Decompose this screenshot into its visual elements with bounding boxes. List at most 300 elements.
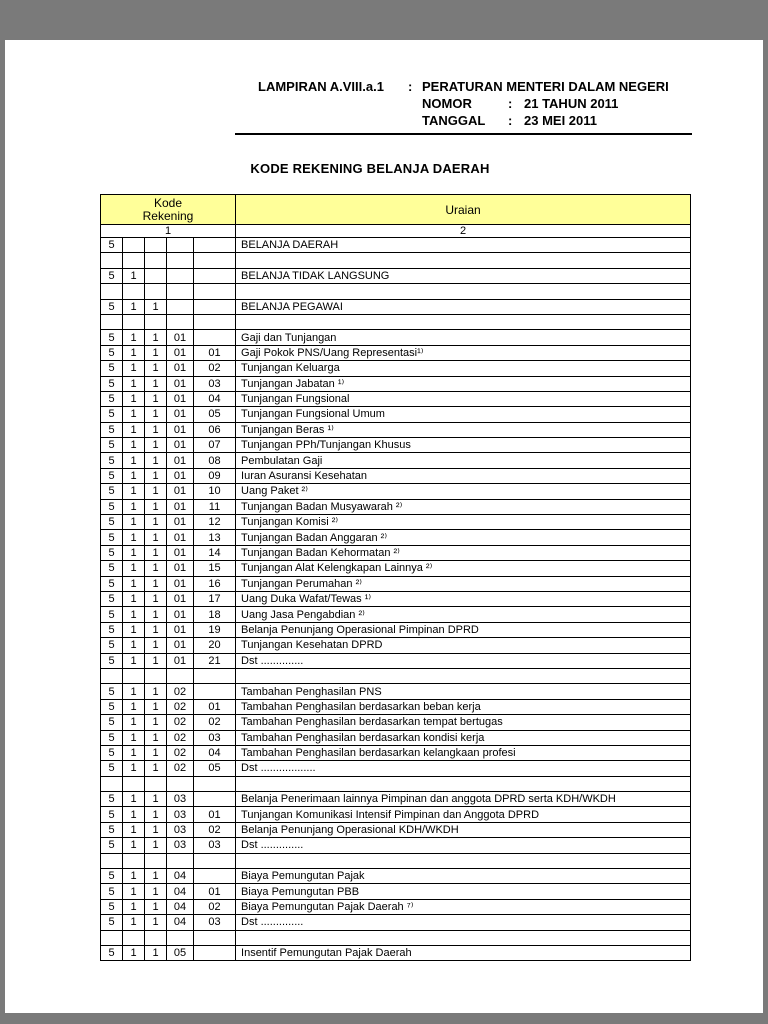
code-cell	[101, 284, 123, 299]
code-cell	[194, 776, 236, 791]
code-cell: 1	[123, 699, 145, 714]
document-title: KODE REKENING BELANJA DAERAH	[250, 161, 490, 176]
code-cell: 1	[123, 715, 145, 730]
code-cell: 01	[167, 453, 194, 468]
code-cell	[194, 668, 236, 683]
uraian-cell: Tunjangan Fungsional	[236, 391, 691, 406]
code-cell	[167, 776, 194, 791]
code-cell: 1	[145, 622, 167, 637]
code-cell: 1	[123, 330, 145, 345]
code-cell: 5	[101, 545, 123, 560]
code-cell: 1	[145, 468, 167, 483]
code-cell	[194, 930, 236, 945]
code-cell: 1	[145, 391, 167, 406]
uraian-cell: Gaji Pokok PNS/Uang Representasi¹⁾	[236, 345, 691, 360]
code-cell: 01	[167, 515, 194, 530]
code-cell: 1	[123, 591, 145, 606]
code-cell	[123, 776, 145, 791]
uraian-cell: Tunjangan Beras ¹⁾	[236, 422, 691, 437]
code-cell: 1	[145, 761, 167, 776]
table-row	[101, 638, 691, 653]
code-cell: 01	[167, 422, 194, 437]
uraian-cell: Belanja Penunjang Operasional KDH/WKDH	[236, 822, 691, 837]
table-row	[101, 530, 691, 545]
code-cell: 5	[101, 484, 123, 499]
table-row	[101, 515, 691, 530]
document-page	[5, 40, 763, 1013]
code-cell: 1	[123, 899, 145, 914]
code-cell: 5	[101, 638, 123, 653]
code-cell: 1	[123, 422, 145, 437]
uraian-cell	[236, 314, 691, 329]
uraian-cell: Tunjangan Fungsional Umum	[236, 407, 691, 422]
uraian-cell: Tambahan Penghasilan berdasarkan beban kerja	[236, 699, 691, 714]
code-cell: 1	[123, 545, 145, 560]
table-row	[101, 653, 691, 668]
code-cell	[101, 314, 123, 329]
code-cell: 04	[167, 899, 194, 914]
code-cell: 03	[167, 838, 194, 853]
code-cell: 1	[123, 761, 145, 776]
uraian-cell: BELANJA PEGAWAI	[236, 299, 691, 314]
code-cell: 5	[101, 376, 123, 391]
code-cell	[194, 869, 236, 884]
table-row	[101, 453, 691, 468]
code-cell: 09	[194, 468, 236, 483]
code-cell: 1	[123, 684, 145, 699]
uraian-cell: Uang Paket ²⁾	[236, 484, 691, 499]
code-cell: 1	[123, 838, 145, 853]
code-cell	[194, 299, 236, 314]
code-cell: 03	[194, 915, 236, 930]
code-cell: 1	[123, 345, 145, 360]
code-cell: 11	[194, 499, 236, 514]
code-cell: 1	[145, 638, 167, 653]
code-cell: 1	[123, 638, 145, 653]
code-cell: 5	[101, 361, 123, 376]
table-row	[101, 930, 691, 945]
uraian-cell: Tunjangan Komunikasi Intensif Pimpinan dan Anggota DPRD	[236, 807, 691, 822]
code-cell: 1	[145, 545, 167, 560]
code-cell: 03	[167, 822, 194, 837]
table-header-row	[101, 195, 691, 225]
table-header-uraian: Uraian	[236, 195, 691, 225]
nomor-label: NOMOR	[422, 96, 472, 111]
uraian-cell	[236, 776, 691, 791]
table-row	[101, 838, 691, 853]
code-cell: 02	[167, 684, 194, 699]
table-row	[101, 745, 691, 760]
code-cell: 1	[145, 591, 167, 606]
code-cell	[167, 299, 194, 314]
code-cell: 1	[123, 653, 145, 668]
code-cell: 1	[123, 730, 145, 745]
code-cell	[145, 238, 167, 253]
code-cell: 1	[145, 561, 167, 576]
uraian-cell	[236, 668, 691, 683]
code-cell: 1	[123, 361, 145, 376]
code-cell: 5	[101, 761, 123, 776]
code-cell: 05	[194, 761, 236, 776]
table-header	[101, 195, 691, 238]
code-cell: 5	[101, 807, 123, 822]
code-cell: 1	[145, 330, 167, 345]
code-cell	[123, 853, 145, 868]
code-cell: 1	[145, 822, 167, 837]
code-cell	[194, 284, 236, 299]
code-cell: 1	[145, 376, 167, 391]
code-cell: 5	[101, 468, 123, 483]
code-cell: 5	[101, 268, 123, 283]
code-cell: 20	[194, 638, 236, 653]
tanggal-value: 23 MEI 2011	[524, 113, 597, 128]
code-cell	[167, 253, 194, 268]
code-cell: 1	[123, 515, 145, 530]
uraian-cell: Dst ..............	[236, 653, 691, 668]
code-cell: 02	[194, 822, 236, 837]
table-row	[101, 715, 691, 730]
uraian-cell: Uang Jasa Pengabdian ²⁾	[236, 607, 691, 622]
lampiran-header	[258, 78, 763, 129]
code-cell: 1	[145, 945, 167, 960]
uraian-cell: Tunjangan Badan Anggaran ²⁾	[236, 530, 691, 545]
table-row	[101, 314, 691, 329]
table-row	[101, 899, 691, 914]
table-row	[101, 807, 691, 822]
nomor-value: 21 TAHUN 2011	[524, 96, 619, 111]
code-cell	[194, 253, 236, 268]
table-row	[101, 391, 691, 406]
uraian-cell: Tunjangan Kesehatan DPRD	[236, 638, 691, 653]
code-cell: 02	[167, 745, 194, 760]
table-row	[101, 345, 691, 360]
code-cell: 5	[101, 884, 123, 899]
table-row	[101, 945, 691, 960]
code-cell: 01	[167, 622, 194, 637]
code-cell	[167, 853, 194, 868]
table-row	[101, 376, 691, 391]
table-row	[101, 499, 691, 514]
code-cell: 01	[167, 499, 194, 514]
code-cell: 5	[101, 715, 123, 730]
code-cell: 5	[101, 391, 123, 406]
code-cell: 19	[194, 622, 236, 637]
code-cell: 1	[123, 468, 145, 483]
uraian-cell: Insentif Pemungutan Pajak Daerah	[236, 945, 691, 960]
code-cell: 1	[123, 268, 145, 283]
code-cell: 1	[123, 822, 145, 837]
code-cell: 1	[123, 453, 145, 468]
code-cell	[145, 253, 167, 268]
table-row	[101, 822, 691, 837]
code-cell: 1	[145, 792, 167, 807]
code-cell: 1	[123, 869, 145, 884]
code-cell: 5	[101, 576, 123, 591]
table-row	[101, 422, 691, 437]
code-cell	[123, 668, 145, 683]
code-cell	[145, 853, 167, 868]
code-cell: 1	[145, 499, 167, 514]
table-row	[101, 761, 691, 776]
table-row	[101, 407, 691, 422]
code-cell: 04	[194, 391, 236, 406]
code-cell: 5	[101, 438, 123, 453]
code-cell: 01	[167, 638, 194, 653]
code-cell: 16	[194, 576, 236, 591]
uraian-cell: Tunjangan Badan Kehormatan ²⁾	[236, 545, 691, 560]
code-cell: 5	[101, 607, 123, 622]
code-cell: 1	[145, 407, 167, 422]
code-cell: 01	[167, 545, 194, 560]
code-cell: 05	[167, 945, 194, 960]
table-row	[101, 284, 691, 299]
code-cell: 01	[167, 576, 194, 591]
code-cell	[167, 268, 194, 283]
code-cell: 01	[167, 561, 194, 576]
code-cell	[101, 776, 123, 791]
table-row	[101, 484, 691, 499]
code-cell: 1	[123, 299, 145, 314]
lampiran-colon: :	[408, 79, 413, 94]
table-row	[101, 607, 691, 622]
code-cell: 5	[101, 499, 123, 514]
code-cell: 5	[101, 622, 123, 637]
code-cell	[145, 668, 167, 683]
code-cell	[167, 668, 194, 683]
code-cell: 1	[145, 884, 167, 899]
code-cell: 1	[145, 422, 167, 437]
tanggal-label: TANGGAL	[422, 113, 486, 128]
code-cell: 1	[123, 915, 145, 930]
code-cell: 04	[167, 884, 194, 899]
uraian-cell	[236, 284, 691, 299]
code-cell: 02	[194, 715, 236, 730]
table-index-kode: 1	[101, 225, 236, 238]
uraian-cell: Tambahan Penghasilan berdasarkan tempat bertugas	[236, 715, 691, 730]
code-cell: 01	[167, 376, 194, 391]
code-cell	[194, 684, 236, 699]
code-cell: 07	[194, 438, 236, 453]
code-cell: 1	[145, 299, 167, 314]
code-cell	[101, 253, 123, 268]
uraian-cell: Tambahan Penghasilan berdasarkan kondisi kerja	[236, 730, 691, 745]
code-cell: 1	[123, 807, 145, 822]
code-cell: 5	[101, 699, 123, 714]
code-cell	[194, 238, 236, 253]
table-row	[101, 238, 691, 253]
code-cell: 1	[123, 945, 145, 960]
code-cell: 5	[101, 299, 123, 314]
code-cell: 1	[123, 499, 145, 514]
code-cell	[123, 930, 145, 945]
code-cell: 1	[145, 453, 167, 468]
table-row	[101, 622, 691, 637]
code-cell: 1	[145, 807, 167, 822]
code-cell	[101, 668, 123, 683]
table-row	[101, 299, 691, 314]
code-cell: 01	[167, 468, 194, 483]
uraian-cell: Belanja Penerimaan lainnya Pimpinan dan anggota DPRD serta KDH/WKDH	[236, 792, 691, 807]
code-cell: 01	[194, 345, 236, 360]
kode-rekening-label: Kode Rekening	[142, 195, 194, 223]
code-cell: 5	[101, 684, 123, 699]
code-cell	[145, 284, 167, 299]
code-cell: 1	[145, 745, 167, 760]
uraian-cell: Gaji dan Tunjangan	[236, 330, 691, 345]
code-cell: 01	[167, 530, 194, 545]
code-cell: 5	[101, 422, 123, 437]
code-cell: 01	[167, 391, 194, 406]
code-cell	[194, 945, 236, 960]
uraian-cell: BELANJA TIDAK LANGSUNG	[236, 268, 691, 283]
uraian-cell: Tunjangan PPh/Tunjangan Khusus	[236, 438, 691, 453]
code-cell: 5	[101, 561, 123, 576]
code-cell	[167, 284, 194, 299]
code-cell: 1	[145, 715, 167, 730]
code-cell: 01	[167, 591, 194, 606]
code-cell: 5	[101, 899, 123, 914]
code-cell: 05	[194, 407, 236, 422]
table-row	[101, 915, 691, 930]
table-row	[101, 545, 691, 560]
table-row	[101, 776, 691, 791]
table-row	[101, 730, 691, 745]
code-cell: 1	[123, 530, 145, 545]
table-row	[101, 684, 691, 699]
code-cell: 1	[145, 530, 167, 545]
code-cell	[123, 253, 145, 268]
uraian-cell: Tunjangan Badan Musyawarah ²⁾	[236, 499, 691, 514]
code-cell: 5	[101, 915, 123, 930]
code-cell: 1	[145, 699, 167, 714]
code-cell: 03	[167, 807, 194, 822]
code-cell: 02	[167, 699, 194, 714]
code-cell	[194, 792, 236, 807]
code-cell: 02	[167, 730, 194, 745]
uraian-cell: Pembulatan Gaji	[236, 453, 691, 468]
code-cell: 04	[194, 745, 236, 760]
table-row	[101, 853, 691, 868]
uraian-cell	[236, 930, 691, 945]
uraian-cell: Dst ..............	[236, 915, 691, 930]
table-row	[101, 668, 691, 683]
code-cell: 01	[167, 607, 194, 622]
table-row	[101, 699, 691, 714]
code-cell: 01	[167, 345, 194, 360]
code-cell: 1	[145, 515, 167, 530]
code-cell: 5	[101, 530, 123, 545]
uraian-cell: Tunjangan Alat Kelengkapan Lainnya ²⁾	[236, 561, 691, 576]
table-row	[101, 792, 691, 807]
code-cell: 1	[123, 745, 145, 760]
code-cell: 04	[167, 915, 194, 930]
code-cell: 03	[194, 730, 236, 745]
code-cell: 1	[145, 484, 167, 499]
code-cell: 1	[145, 438, 167, 453]
code-cell	[123, 238, 145, 253]
code-cell: 01	[167, 407, 194, 422]
uraian-cell: Dst ..............	[236, 838, 691, 853]
code-cell: 01	[167, 438, 194, 453]
code-cell: 04	[167, 869, 194, 884]
code-cell: 1	[123, 484, 145, 499]
code-cell: 08	[194, 453, 236, 468]
code-cell: 1	[123, 407, 145, 422]
code-cell: 5	[101, 407, 123, 422]
uraian-cell: Tunjangan Komisi ²⁾	[236, 515, 691, 530]
code-cell: 1	[145, 653, 167, 668]
table-row	[101, 561, 691, 576]
code-cell	[123, 284, 145, 299]
uraian-cell: Iuran Asuransi Kesehatan	[236, 468, 691, 483]
table-index-uraian: 2	[236, 225, 691, 238]
table-row	[101, 438, 691, 453]
code-cell	[194, 268, 236, 283]
code-cell: 06	[194, 422, 236, 437]
table-row	[101, 330, 691, 345]
code-cell: 1	[145, 899, 167, 914]
code-cell: 1	[123, 576, 145, 591]
code-cell	[145, 268, 167, 283]
kode-rekening-table	[100, 194, 691, 961]
code-cell: 1	[123, 607, 145, 622]
code-cell: 01	[167, 361, 194, 376]
code-cell: 1	[123, 561, 145, 576]
code-cell: 14	[194, 545, 236, 560]
code-cell	[101, 853, 123, 868]
uraian-cell: Biaya Pemungutan PBB	[236, 884, 691, 899]
code-cell	[145, 930, 167, 945]
uraian-cell: Tunjangan Jabatan ¹⁾	[236, 376, 691, 391]
code-cell: 1	[145, 869, 167, 884]
code-cell	[123, 314, 145, 329]
code-cell: 02	[167, 715, 194, 730]
uraian-cell: Tunjangan Perumahan ²⁾	[236, 576, 691, 591]
code-cell: 1	[145, 915, 167, 930]
code-cell: 5	[101, 730, 123, 745]
table-row	[101, 869, 691, 884]
code-cell: 5	[101, 345, 123, 360]
table-header-kode-rekening	[101, 195, 236, 225]
code-cell: 1	[145, 838, 167, 853]
table-row	[101, 576, 691, 591]
header-separator-line	[235, 133, 692, 135]
code-cell: 02	[167, 761, 194, 776]
code-cell	[167, 238, 194, 253]
code-cell: 5	[101, 869, 123, 884]
table-body	[101, 238, 691, 961]
code-cell	[167, 930, 194, 945]
code-cell: 1	[145, 345, 167, 360]
code-cell: 15	[194, 561, 236, 576]
code-cell: 01	[167, 484, 194, 499]
code-cell: 1	[145, 576, 167, 591]
uraian-cell: Belanja Penunjang Operasional Pimpinan DPRD	[236, 622, 691, 637]
code-cell: 5	[101, 238, 123, 253]
code-cell	[145, 776, 167, 791]
uraian-cell: Biaya Pemungutan Pajak	[236, 869, 691, 884]
table-row	[101, 591, 691, 606]
code-cell: 03	[194, 376, 236, 391]
code-cell: 21	[194, 653, 236, 668]
code-cell: 03	[194, 838, 236, 853]
code-cell: 01	[194, 699, 236, 714]
code-cell	[167, 314, 194, 329]
table-row	[101, 468, 691, 483]
code-cell: 18	[194, 607, 236, 622]
code-cell	[101, 930, 123, 945]
code-cell: 02	[194, 899, 236, 914]
